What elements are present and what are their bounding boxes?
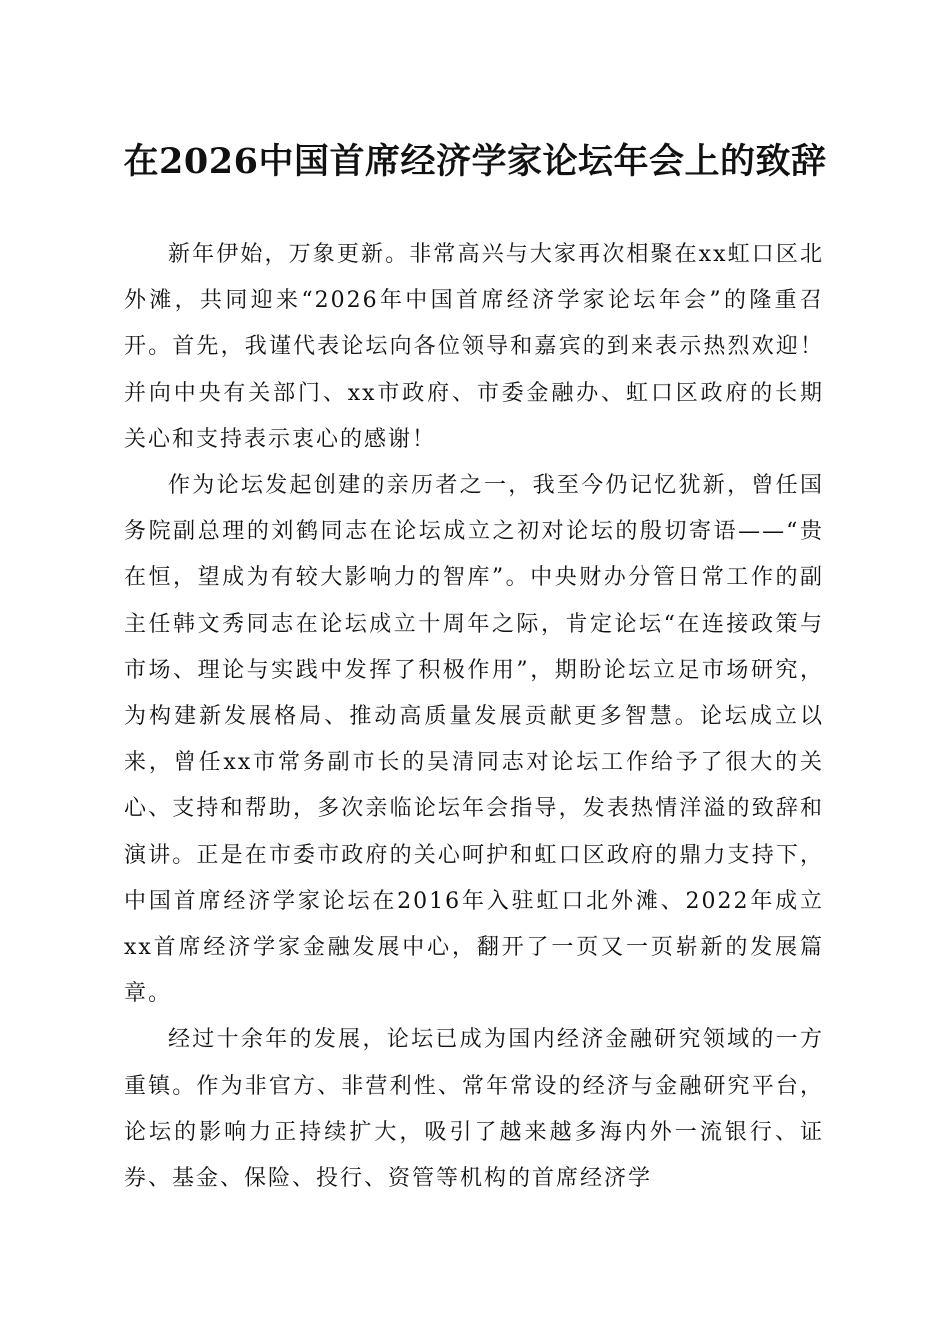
body-paragraph: 新年伊始，万象更新。非常高兴与大家再次相聚在xx虹口区北外滩，共同迎来“2026年中国首席经济学家论坛年会”的隆重召开。首先，我谨代表论坛向各位领导和嘉宾的到来表示热烈欢迎！并向中央有关部门、xx市政府、市委金融办、虹口区政府的长期关心和支持表示衷心的感谢！ <box>124 242 824 452</box>
document-body <box>124 232 824 1202</box>
document-title: 在2026中国首席经济学家论坛年会上的致辞 <box>123 141 827 182</box>
body-paragraph: 作为论坛发起创建的亲历者之一，我至今仍记忆犹新，曾任国务院副总理的刘鹤同志在论坛成立之初对论坛的殷切寄语——“贵在恒，望成为有较大影响力的智库”。中央财办分管日常工作的副主任韩文秀同志在论坛成立十周年之际，肯定论坛“在连接政策与市场、理论与实践中发挥了积极作用”，期盼论坛立足市场研究，为构建新发展格局、推动高质量发展贡献更多智慧。论坛成立以来，曾任xx市常务副市长的吴清同志对论坛工作给予了很大的关心、支持和帮助，多次亲临论坛年会指导，发表热情洋溢的致辞和演讲。正是在市委市政府的关心呵护和虹口区政府的鼎力支持下，中国首席经济学家论坛在2016年入驻虹口北外滩、2022年成立xx首席经济学家金融发展中心，翻开了一页又一页崭新的发展篇章。 <box>124 473 824 1007</box>
body-paragraph: 经过十余年的发展，论坛已成为国内经济金融研究领域的一方重镇。作为非官方、非营利性、常年常设的经济与金融研究平台，论坛的影响力正持续扩大，吸引了越来越多海内外一流银行、证券、基金、保险、投行、资管等机构的首席经济学 <box>124 1027 824 1192</box>
